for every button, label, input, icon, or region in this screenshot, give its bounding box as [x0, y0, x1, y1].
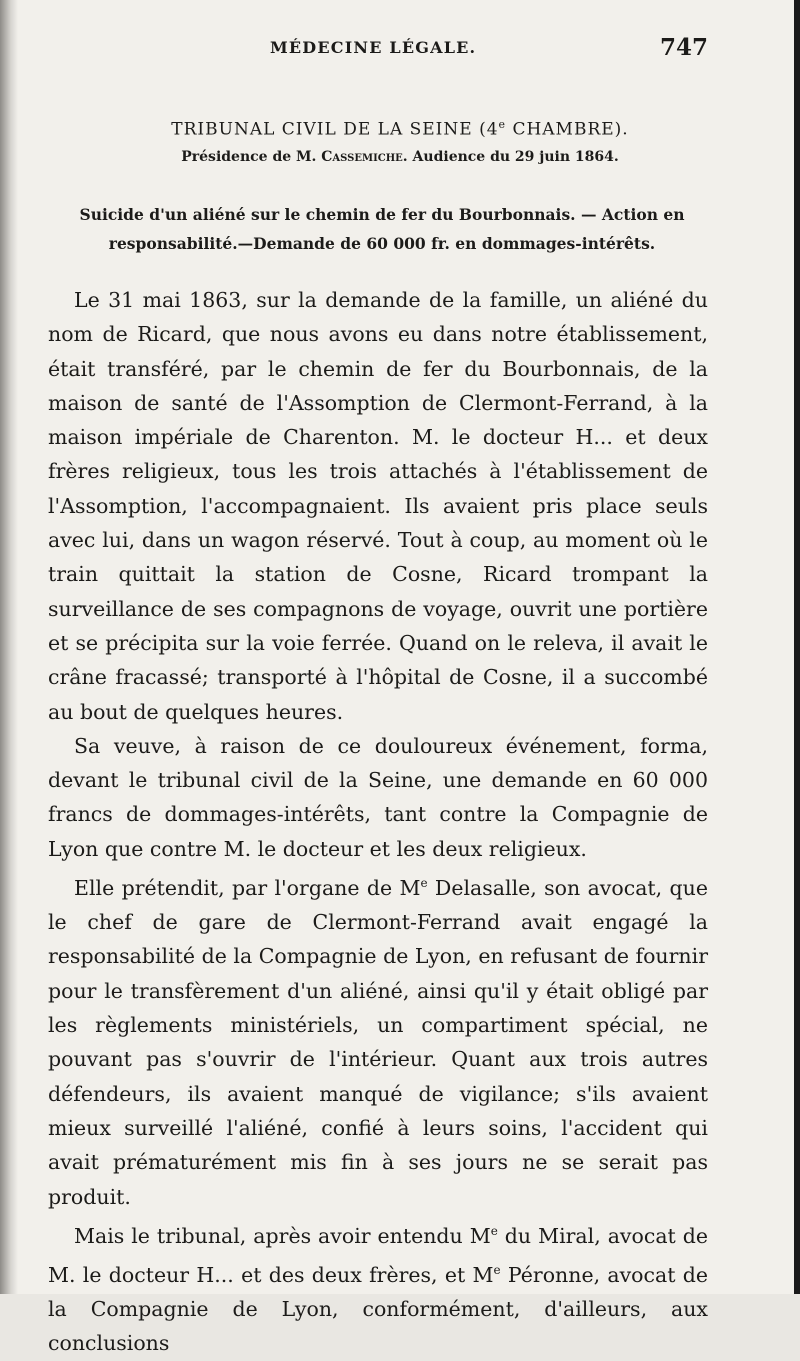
session-line	[0, 149, 800, 165]
paragraph-1: Le 31 mai 1863, sur la demande de la famille, un aliéné du nom de Ricard, que nous avons eu dans notre établissement, était transféré, par le chemin de fer du Bourbonnais, de la maison de santé de l'Assomption de Clermont-Ferrand, à la maison impériale de Charenton. M. le docteur H... et deux frères religieux, tous les trois attachés à l'établissement de l'Assomption, l'accompagnaient. Ils avaient pris place seuls avec lui, dans un wagon réservé. Tout à coup, au moment où le train quittait la station de Cosne, Ricard trompant la surveillance de ses compagnons de voyage, ouvrit une portière et se précipita sur la voie ferrée. Quand on le releva, il avait le crâne fracassé; transporté à l'hôpital de Cosne, il a succombé au bout de quelques heures.	[48, 288, 708, 724]
running-head: MÉDECINE LÉGALE.	[270, 38, 477, 57]
paragraph-4	[48, 1214, 708, 1361]
paragraph-4-part-c: Péronne, avocat de la Compagnie de Lyon, conformément, d'ailleurs, aux conclusions	[48, 1262, 708, 1356]
court-heading	[0, 118, 800, 140]
audience-date: . Audience du 29 juin 1864.	[402, 149, 619, 165]
page-edge	[794, 0, 800, 1294]
body-text	[48, 283, 708, 1361]
paragraph-3-part-a: Elle prétendit, par l'organe de M	[74, 875, 421, 900]
paragraph-2: Sa veuve, à raison de ce douloureux événement, forma, devant le tribunal civil de la Seine, une demande en 60 000 francs de dommages-intérêts, tant contre la Compagnie de Lyon que contre M. le docteur et les deux religieux.	[48, 733, 708, 861]
binding-shadow	[0, 0, 18, 1294]
paragraph-4-part-b: du Miral, avocat de M. le docteur H... et des deux frères, et M	[48, 1223, 709, 1287]
paragraph-3-part-b: Delasalle, son avocat, que le chef de gare de Clermont-Ferrand avait engagé la responsabilité de la Compagnie de Lyon, en refusant de fournir pour le transfèrement d'un aliéné, ainsi qu'il y était obligé par les règlements ministériels, un compartiment spécial, ne pouvant pas s'ouvrir de l'intérieur. Quant aux trois autres défendeurs, ils avaient manqué de vigilance; s'ils avaient mieux surveillé l'aliéné, confié à leurs soins, l'accident qui avait prématurément mis fin à ses jours ne se serait pas produit.	[48, 875, 708, 1209]
paragraph-3	[48, 866, 708, 1214]
presidence-label: Présidence de M.	[181, 149, 322, 165]
paragraph-3-sup: e	[420, 876, 428, 891]
president-name: Cassemiche	[321, 149, 403, 165]
court-heading-tail: CHAMBRE).	[506, 119, 629, 140]
court-heading-main: TRIBUNAL CIVIL DE LA SEINE (4	[171, 119, 499, 140]
court-heading-ordinal: e	[498, 118, 507, 131]
case-summary: Suicide d'un aliéné sur le chemin de fer du Bourbonnais. — Action en responsabilité.—Demande de 60 000 fr. en dommages-intérêts.	[79, 205, 685, 253]
paragraph-4-part-a: Mais le tribunal, après avoir entendu M	[74, 1223, 491, 1248]
page-number: 747	[660, 34, 709, 61]
paragraph-4-sup-1: e	[490, 1223, 498, 1238]
paragraph-4-sup-2: e	[493, 1262, 501, 1277]
